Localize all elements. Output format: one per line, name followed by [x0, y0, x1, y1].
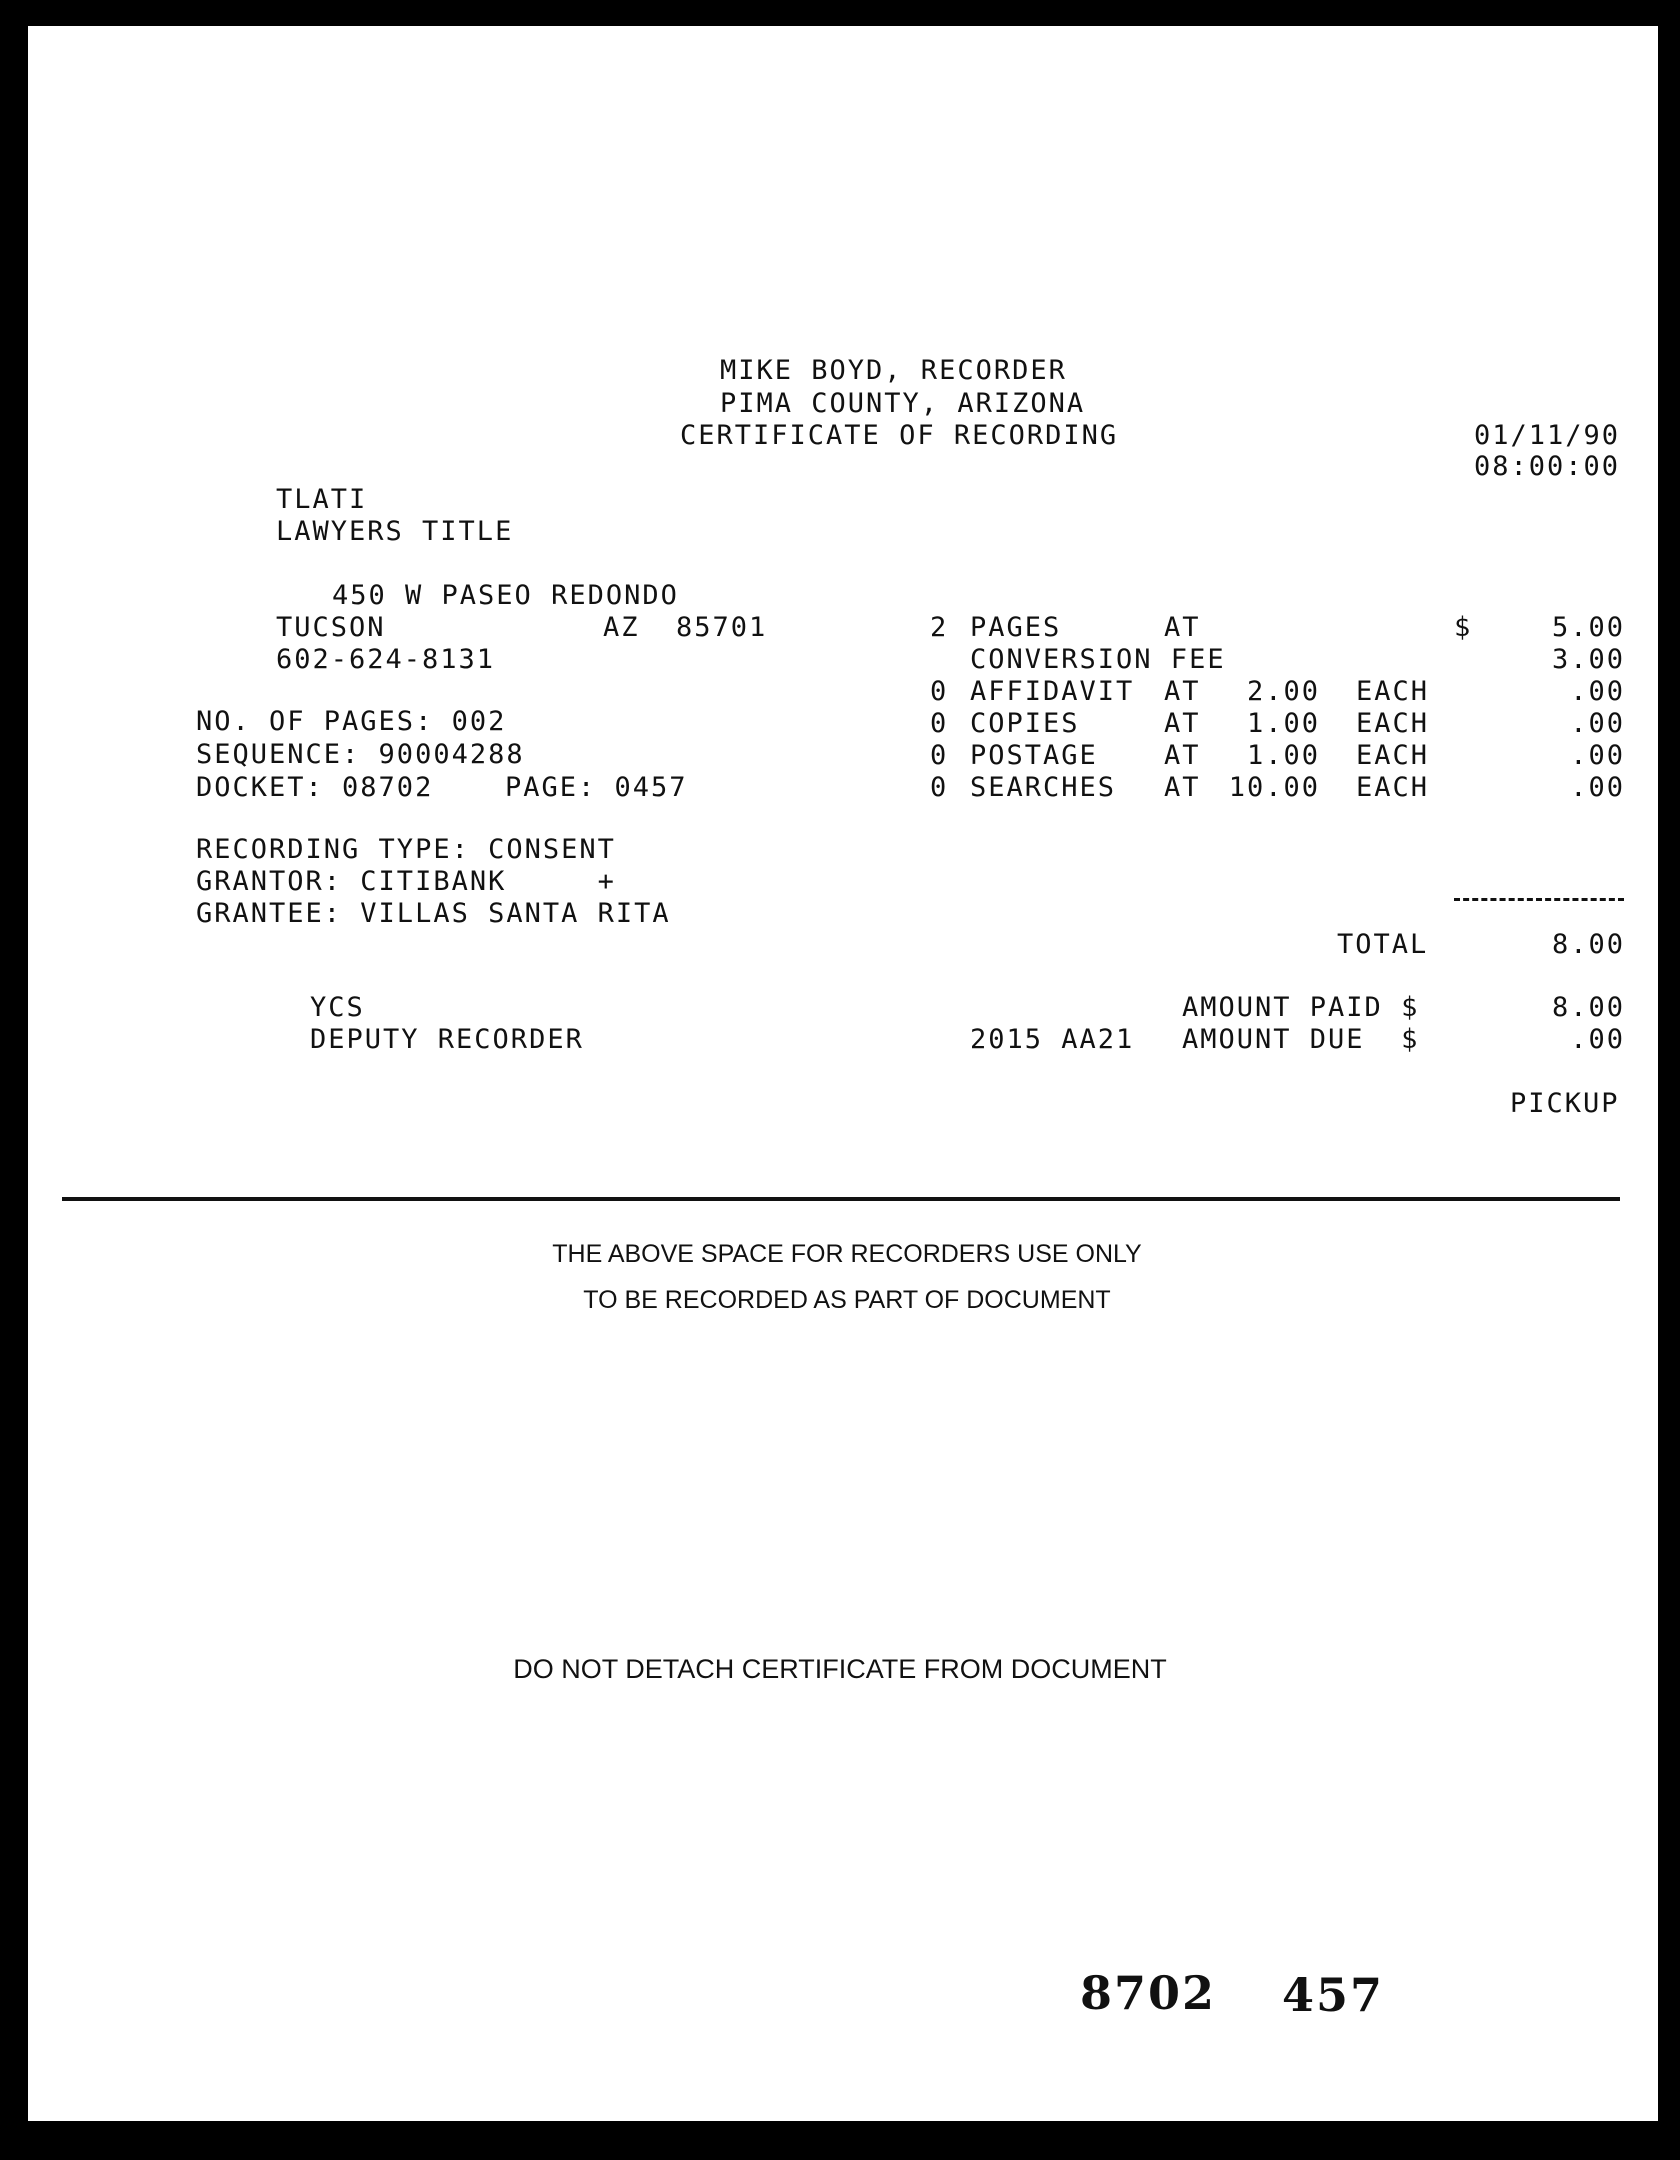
addressee-name: LAWYERS TITLE: [276, 516, 514, 547]
fee-each: EACH: [1356, 708, 1430, 739]
fee-at: AT: [1164, 740, 1201, 771]
stamp-page-number: 457: [1282, 1968, 1385, 2022]
certificate-title: CERTIFICATE OF RECORDING: [680, 420, 1119, 451]
fee-at: AT: [1164, 772, 1201, 803]
fee-qty: 0: [930, 772, 949, 803]
fee-item: SEARCHES: [970, 772, 1117, 803]
addressee-street: 450 W PASEO REDONDO: [332, 580, 679, 611]
total-underline: [1454, 898, 1624, 901]
fee-amount: 3.00: [1551, 644, 1625, 675]
recording-type: RECORDING TYPE: CONSENT: [196, 834, 616, 865]
fee-rate: 10.00: [1228, 772, 1320, 803]
grantee: GRANTEE: VILLAS SANTA RITA: [196, 898, 671, 929]
document-page: [28, 26, 1658, 2121]
stamp-docket-number: 8702: [1080, 1966, 1217, 2020]
docket-page: PAGE: 0457: [505, 772, 688, 803]
grantor: GRANTOR: CITIBANK +: [196, 866, 616, 897]
fee-item: PAGES: [970, 612, 1062, 643]
recording-time: 08:00:00: [1474, 451, 1621, 482]
fee-item: CONVERSION FEE: [970, 644, 1226, 675]
docket-number: DOCKET: 08702: [196, 772, 434, 803]
fee-each: EACH: [1356, 772, 1430, 803]
divider-line: [62, 1197, 1620, 1201]
fee-amount: 5.00: [1551, 612, 1625, 643]
fee-qty: 2: [930, 612, 949, 643]
fee-qty: 0: [930, 676, 949, 707]
recording-date: 01/11/90: [1474, 420, 1621, 451]
number-of-pages: NO. OF PAGES: 002: [196, 706, 507, 737]
fee-item: POSTAGE: [970, 740, 1098, 771]
fee-each: EACH: [1356, 676, 1430, 707]
deputy-initials: YCS: [310, 992, 365, 1023]
fee-rate: 2.00: [1246, 676, 1320, 707]
fee-item: AFFIDAVIT: [970, 676, 1135, 707]
fee-amount: .00: [1570, 676, 1625, 707]
total-value: 8.00: [1551, 929, 1625, 960]
recorder-name: MIKE BOYD, RECORDER: [720, 355, 1067, 386]
deputy-title: DEPUTY RECORDER: [310, 1024, 584, 1055]
fee-item: COPIES: [970, 708, 1080, 739]
pickup-label: PICKUP: [1510, 1088, 1620, 1119]
fee-at: AT: [1164, 612, 1201, 643]
addressee-code: TLATI: [276, 484, 368, 515]
fee-at: AT: [1164, 708, 1201, 739]
amount-paid-label: AMOUNT PAID $: [1182, 992, 1420, 1023]
fee-qty: 0: [930, 740, 949, 771]
amount-paid-value: 8.00: [1551, 992, 1625, 1023]
addressee-city: TUCSON: [276, 612, 386, 643]
fee-amount: .00: [1570, 740, 1625, 771]
addressee-phone: 602-624-8131: [276, 644, 496, 675]
amount-due-value: .00: [1570, 1024, 1625, 1055]
fee-qty: 0: [930, 708, 949, 739]
total-label: TOTAL: [1337, 929, 1429, 960]
fee-rate: 1.00: [1246, 740, 1320, 771]
fee-each: EACH: [1356, 740, 1430, 771]
addressee-state-zip: AZ 85701: [603, 612, 768, 643]
fee-rate: 1.00: [1246, 708, 1320, 739]
do-not-detach-notice: DO NOT DETACH CERTIFICATE FROM DOCUMENT: [513, 1654, 1167, 1684]
fee-at: AT: [1164, 676, 1201, 707]
fee-amount: .00: [1570, 772, 1625, 803]
receipt-code: 2015 AA21: [970, 1024, 1135, 1055]
fee-amount: .00: [1570, 708, 1625, 739]
county-name: PIMA COUNTY, ARIZONA: [720, 388, 1086, 419]
recorder-use-notice: THE ABOVE SPACE FOR RECORDERS USE ONLY: [552, 1240, 1142, 1268]
record-part-notice: TO BE RECORDED AS PART OF DOCUMENT: [583, 1286, 1111, 1314]
fee-currency: $: [1454, 612, 1473, 643]
amount-due-label: AMOUNT DUE $: [1182, 1024, 1420, 1055]
sequence-number: SEQUENCE: 90004288: [196, 739, 525, 770]
